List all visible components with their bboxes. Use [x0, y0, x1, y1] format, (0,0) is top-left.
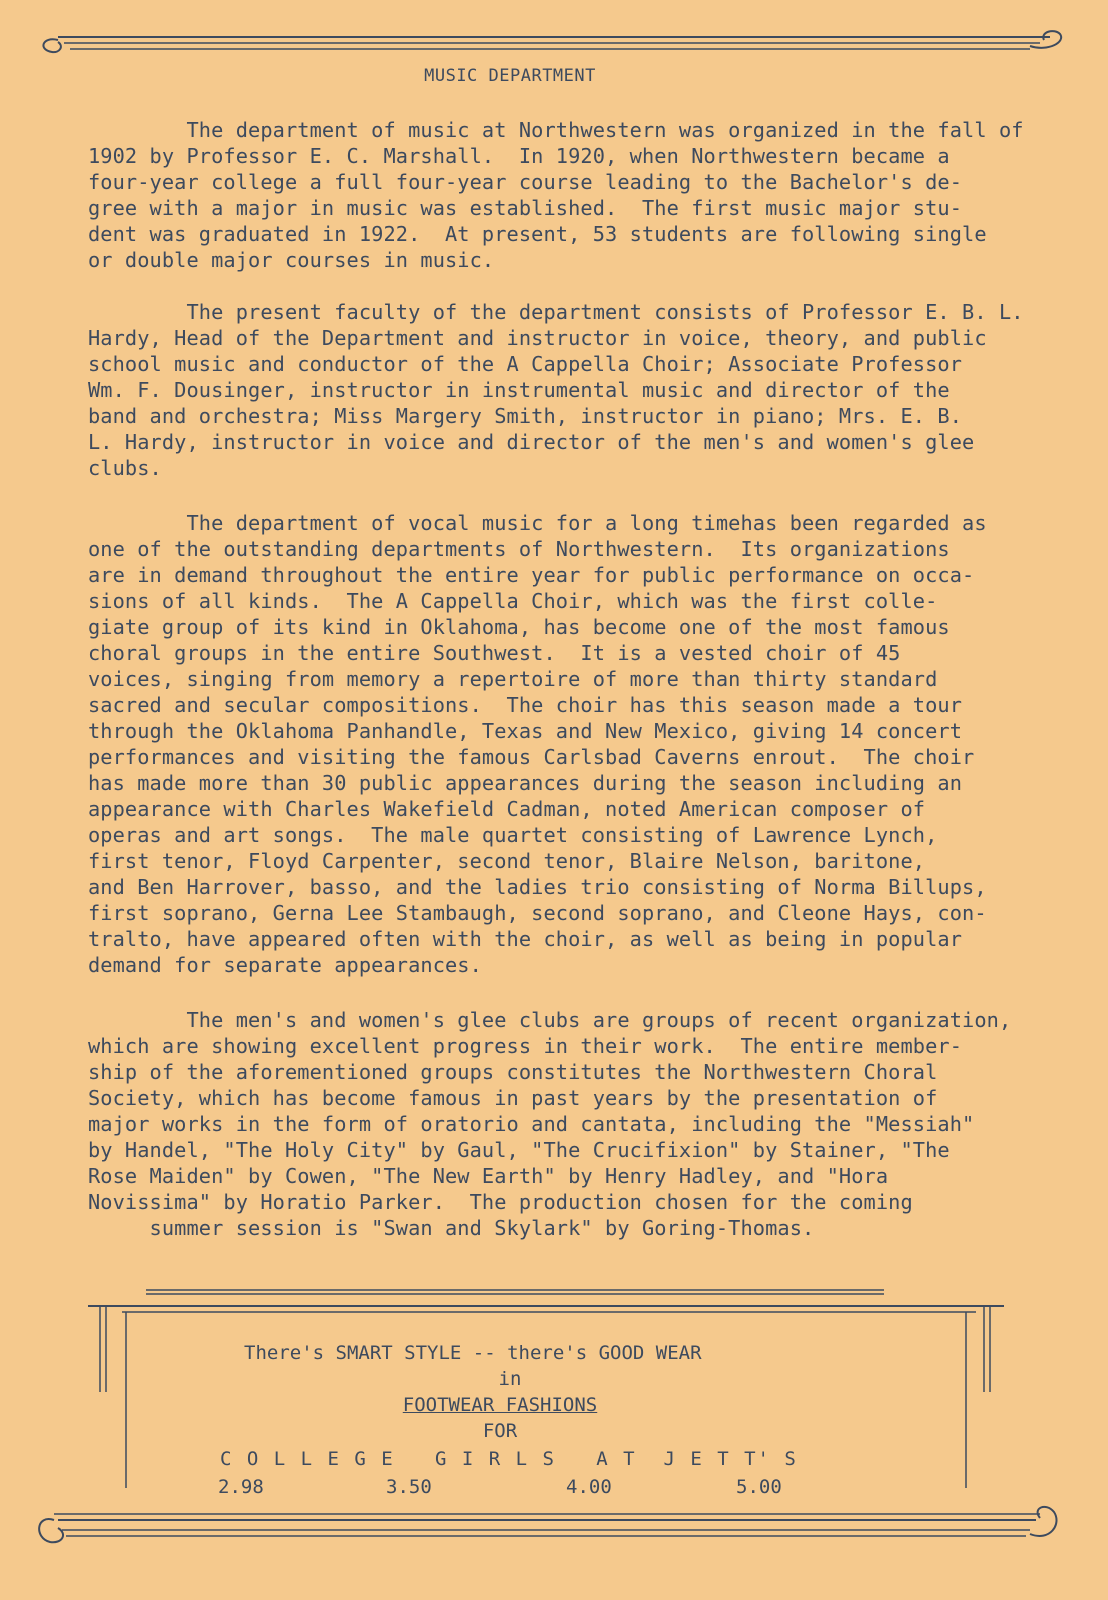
price-item: 5.00 [736, 1476, 782, 1498]
paragraph-glee-clubs: The men's and women's glee clubs are groups of recent organization, which are showing excellent progress in their work. The entire member- ship of the aforementioned groups constitutes the Northwestern Choral Society, which has become famous in past years by the presentation of major works in the form of oratorio and cantata, including the "Messiah" by Handel, "The Holy City" by Gaul, "The Crucifixion" by Stainer, "The Rose Maiden" by Cowen, "The New Earth" by Henry Hadley, and "Hora Novissima" by Horatio Parker. The production chosen for the coming summer session is "Swan and Skylark" by Goring-Thomas. [88, 1008, 1012, 1240]
price-item: 2.98 [218, 1476, 264, 1498]
paragraph-vocal-music: The department of vocal music for a long timehas been regarded as one of the outstanding departments of Northwestern. Its organizations are in demand throughout the entire year for public performance on occa- sions of all kinds. The A Cappella Choir, which was the first colle- giate group of its kind in Oklahoma, has become one of the most famous choral groups in the entire Southwest. It is a vested choir of 45 voices, singing from memory a repertoire of more than thirty standard sacred and secular compositions. The choir has this season made a tour through the Oklahoma Panhandle, Texas and New Mexico, giving 14 concert performances and visiting the famous Carlsbad Caverns enrout. The choir has made more than 30 public appearances during the season including an appearance with Charles Wakefield Cadman, noted American composer of operas and art songs. The male quartet consisting of Lawrence Lynch, first tenor, Floyd Carpenter, second tenor, Blaire Nelson, baritone, and Ben Harrover, basso, and the ladies trio consisting of Norma Billups, first soprano, Gerna Lee Stambaugh, second soprano, and Cleone Hays, con- tralto, have appeared often with the choir, as well as being in popular demand for separate appearances. [88, 511, 987, 977]
price-item: 4.00 [566, 1476, 612, 1498]
page-title: MUSIC DEPARTMENT [424, 66, 596, 86]
ad-headline: There's SMART STYLE -- there's GOOD WEAR [244, 1342, 702, 1364]
top-ornamental-rule [0, 28, 1108, 58]
paragraph-faculty: The present faculty of the department consists of Professor E. B. L. Hardy, Head of the Department and instructor in voice, theory, and public school music and conductor of the A Cappella Choir; Associate Professor Wm. F. Dousinger, instructor in instrumental music and director of the band and orchestra; Miss Margery Smith, instructor in piano; Mrs. E. B. L. Hardy, instructor in voice and director of the men's and women's glee clubs. [88, 300, 1024, 480]
bottom-ornamental-rule [0, 1500, 1108, 1560]
ad-store-line: C O L L E G E G I R L S A T J E T T' S [220, 1448, 798, 1470]
ad-connector-for: FOR [482, 1420, 518, 1442]
paragraph-history: The department of music at Northwestern was organized in the fall of 1902 by Professor E. C. Marshall. In 1920, when Northwestern became a four-year college a full four-year course leading to the Bachelor's de- gree with a major in music was established. The first music major stu- dent was graduated in 1922. At present, 53 students are following single or double major courses in music. [88, 118, 1024, 272]
price-item: 3.50 [386, 1476, 432, 1498]
ad-footwear-fashions: FOOTWEAR FASHIONS [402, 1394, 598, 1416]
ad-connector-in: in [498, 1368, 522, 1390]
